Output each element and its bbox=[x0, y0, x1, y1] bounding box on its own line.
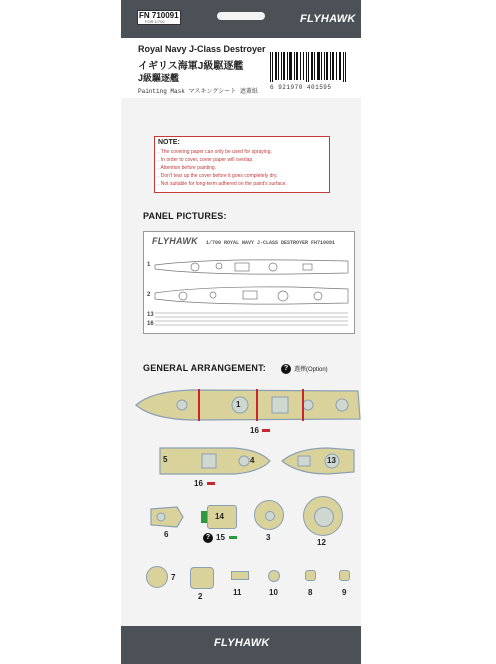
part-label-1: 1 bbox=[236, 400, 241, 409]
panel-row-number: 13 bbox=[147, 312, 154, 318]
part-12-hole bbox=[314, 507, 334, 527]
part-label-3: 3 bbox=[266, 533, 271, 542]
barcode bbox=[268, 52, 348, 82]
title-chinese: J級驅逐艦 bbox=[138, 73, 180, 83]
part-label-7: 7 bbox=[171, 573, 176, 582]
title-english: Royal Navy J-Class Destroyer bbox=[138, 44, 266, 54]
mask-part-2 bbox=[190, 567, 214, 589]
part-label-14: 14 bbox=[215, 512, 224, 521]
note-line: . Don't tear up the cover before it goes completely dry. bbox=[158, 173, 278, 179]
note-line: . The covering paper can only be used for spraying. bbox=[158, 149, 272, 155]
green-marker bbox=[229, 536, 237, 539]
section-title-panel: PANEL PICTURES: bbox=[143, 211, 227, 221]
option-icon-15: ? bbox=[203, 533, 213, 543]
title-japanese: イギリス海軍J級駆逐艦 bbox=[138, 61, 244, 72]
mask-part-9 bbox=[339, 570, 350, 581]
part-3-hole bbox=[265, 511, 275, 521]
product-number: FN 710091 bbox=[139, 11, 179, 20]
option-label: 選擇(Option) bbox=[294, 367, 328, 373]
mask-part-13 bbox=[278, 444, 358, 478]
part-label-11: 11 bbox=[233, 588, 242, 597]
part-label-8: 8 bbox=[308, 588, 313, 597]
scale-hint: FOR 1/700 bbox=[145, 19, 165, 24]
part-label-12: 12 bbox=[317, 538, 326, 547]
part-label-16: 16 bbox=[250, 426, 259, 435]
mask-part-11 bbox=[231, 571, 249, 580]
panel-outline-drawing bbox=[143, 231, 355, 334]
barcode-number: 6 921970 401595 bbox=[270, 84, 332, 91]
section-title-arrangement: GENERAL ARRANGEMENT: bbox=[143, 363, 267, 373]
part-label-6: 6 bbox=[164, 530, 169, 539]
note-title: NOTE: bbox=[158, 139, 180, 146]
panel-logo: FLYHAWK bbox=[152, 236, 198, 246]
part-label-15: 15 bbox=[216, 533, 225, 542]
brand-logo-top: FLYHAWK bbox=[300, 13, 356, 25]
red-marker bbox=[207, 482, 215, 485]
hang-hole bbox=[217, 12, 265, 20]
part-label-16b: 16 bbox=[194, 479, 203, 488]
mask-part-6 bbox=[147, 503, 187, 531]
part-label-2: 2 bbox=[198, 592, 203, 601]
part-label-13: 13 bbox=[327, 456, 336, 465]
mask-part-8 bbox=[305, 570, 316, 581]
note-line: . In order to cover, cover paper will overlap. bbox=[158, 157, 254, 163]
brand-logo-bottom: FLYHAWK bbox=[214, 637, 270, 649]
part-label-10: 10 bbox=[269, 588, 278, 597]
type-line: Painting Mask マスキングシート 遮蓋紙 bbox=[138, 88, 258, 95]
panel-row-number: 2 bbox=[147, 292, 151, 298]
mask-part-10 bbox=[268, 570, 280, 582]
mask-part-7 bbox=[146, 566, 168, 588]
panel-row-number: 1 bbox=[147, 262, 151, 268]
note-line: . Not suitable for long-term adhered on the paint's surface. bbox=[158, 181, 287, 187]
part-label-4: 4 bbox=[250, 456, 255, 465]
panel-heading: 1/700 ROYAL NAVY J-CLASS DESTROYER FH710091 bbox=[206, 240, 336, 246]
red-marker bbox=[262, 429, 270, 432]
mask-part-1 bbox=[132, 385, 364, 425]
note-line: . Attention before painting. bbox=[158, 165, 217, 171]
option-icon: ? bbox=[281, 364, 291, 374]
panel-row-number: 16 bbox=[147, 321, 154, 327]
part-label-9: 9 bbox=[342, 588, 347, 597]
mask-part-5-4 bbox=[156, 444, 274, 478]
part-label-5: 5 bbox=[163, 455, 168, 464]
